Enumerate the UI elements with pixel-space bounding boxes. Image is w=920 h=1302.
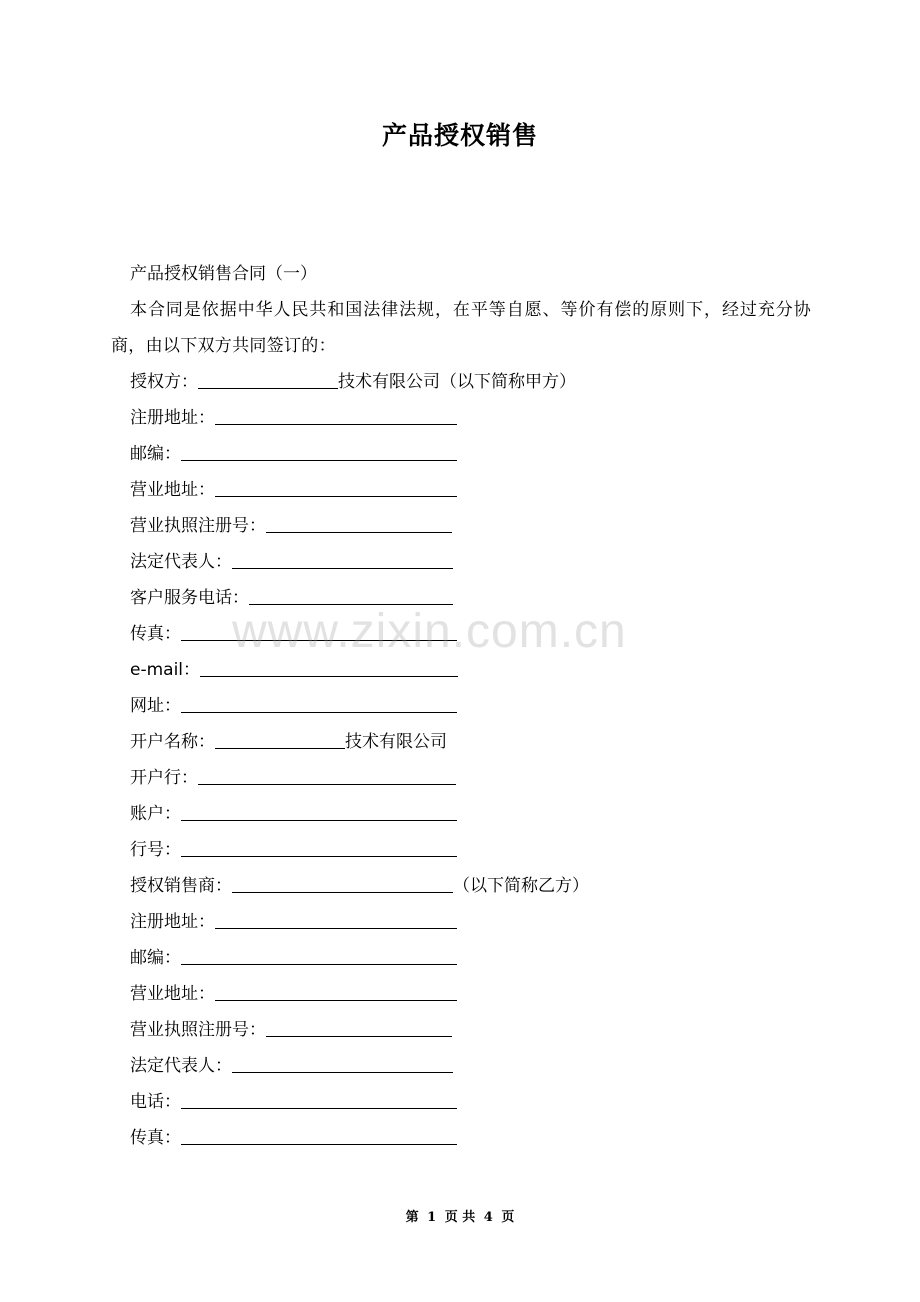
field-licensor	[111, 364, 811, 400]
field-label: 营业执照注册号：	[130, 516, 266, 536]
page-footer	[0, 1206, 920, 1225]
field-postcode-b	[111, 940, 811, 976]
blank-line	[249, 603, 453, 605]
field-fax-a	[111, 616, 811, 652]
field-label: 邮编：	[130, 444, 181, 464]
field-distributor	[111, 868, 811, 904]
field-account-a	[111, 796, 811, 832]
blank-line	[181, 711, 457, 713]
blank-line	[232, 567, 453, 569]
field-suffix: 技术有限公司（以下简称甲方）	[338, 372, 576, 392]
blank-line	[232, 1071, 453, 1073]
footer-prefix: 第	[405, 1210, 419, 1225]
field-label: 营业执照注册号：	[130, 1020, 266, 1040]
blank-line	[181, 459, 457, 461]
field-website-a	[111, 688, 811, 724]
blank-line	[198, 783, 456, 785]
field-business-address-b	[111, 976, 811, 1012]
blank-line	[215, 495, 457, 497]
field-postcode-a	[111, 436, 811, 472]
footer-page-current: 1	[427, 1210, 437, 1225]
field-bank-a	[111, 760, 811, 796]
field-label: 邮编：	[130, 948, 181, 968]
field-registered-address-a	[111, 400, 811, 436]
field-label: 账户：	[130, 804, 181, 824]
blank-line	[181, 639, 457, 641]
contract-intro: 本合同是依据中华人民共和国法律法规，在平等自愿、等价有偿的原则下，经过充分协商，由以下双方共同签订的：	[111, 300, 811, 356]
footer-page-total: 4	[483, 1210, 493, 1225]
blank-line	[181, 1107, 457, 1109]
field-label: 客户服务电话：	[130, 588, 249, 608]
field-license-number-a	[111, 508, 811, 544]
blank-line	[215, 423, 457, 425]
field-label: 电话：	[130, 1092, 181, 1112]
field-bank-code-a	[111, 832, 811, 868]
field-label: 法定代表人：	[130, 552, 232, 572]
field-label: e-mail：	[130, 660, 201, 680]
page-title: 产品授权销售	[381, 121, 538, 150]
field-suffix: （以下简称乙方）	[453, 876, 589, 896]
blank-line	[266, 531, 452, 533]
field-registered-address-b	[111, 904, 811, 940]
blank-line	[181, 1143, 457, 1145]
blank-line	[266, 1035, 452, 1037]
field-label: 传真：	[130, 1128, 181, 1148]
field-label: 开户行：	[130, 768, 198, 788]
watermark: www.zixin.com.cn	[232, 605, 627, 658]
blank-line	[215, 927, 457, 929]
field-label: 开户名称：	[130, 732, 215, 752]
field-label: 行号：	[130, 840, 181, 860]
field-label: 营业地址：	[130, 984, 215, 1004]
field-label: 传真：	[130, 624, 181, 644]
field-license-number-b	[111, 1012, 811, 1048]
field-service-phone-a	[111, 580, 811, 616]
document-body	[111, 256, 811, 1156]
field-label: 营业地址：	[130, 480, 215, 500]
blank-line	[181, 855, 457, 857]
field-email-a	[111, 652, 811, 688]
footer-suffix: 页	[501, 1210, 515, 1225]
field-label: 网址：	[130, 696, 181, 716]
blank-line	[198, 387, 338, 389]
field-phone-b	[111, 1084, 811, 1120]
contract-subtitle: 产品授权销售合同（一）	[130, 264, 317, 284]
field-account-name-a	[111, 724, 811, 760]
party-a-section	[111, 364, 811, 868]
blank-line	[215, 999, 457, 1001]
field-label: 注册地址：	[130, 408, 215, 428]
field-legal-rep-b	[111, 1048, 811, 1084]
field-fax-b	[111, 1120, 811, 1156]
field-label: 授权方：	[130, 372, 198, 392]
blank-line	[181, 963, 457, 965]
blank-line	[215, 747, 345, 749]
field-suffix: 技术有限公司	[345, 732, 447, 752]
field-label: 法定代表人：	[130, 1056, 232, 1076]
field-legal-rep-a	[111, 544, 811, 580]
field-label: 授权销售商：	[130, 876, 232, 896]
blank-line	[181, 819, 457, 821]
field-label: 注册地址：	[130, 912, 215, 932]
party-b-section	[111, 868, 811, 1156]
blank-line	[232, 891, 453, 893]
blank-line	[200, 675, 458, 677]
field-business-address-a	[111, 472, 811, 508]
footer-mid: 页 共	[444, 1210, 476, 1225]
